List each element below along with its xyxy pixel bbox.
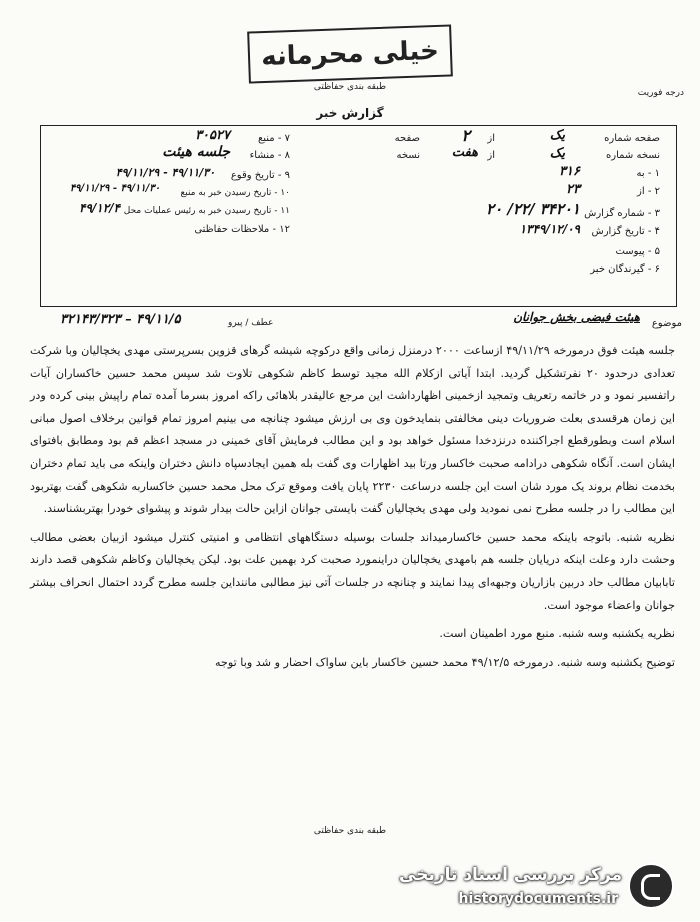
attachment-value: ۳۲۱۴۳/۳۲۳ – ۴۹/۱۱/۵: [60, 312, 181, 327]
copy-number-value: یک: [549, 146, 565, 161]
report-title: گزارش خبر: [316, 106, 384, 120]
page-of-value: ۲: [461, 126, 470, 145]
field-4-value: ۱۳۴۹/۱۲/۰۹: [519, 222, 580, 236]
page-of-label: از: [487, 133, 495, 144]
watermark-logo-icon: [628, 863, 674, 909]
copy-number-label: نسخه شماره: [606, 150, 660, 161]
classification-top: طبقه بندی حفاظتی: [313, 82, 387, 92]
field-12-label: ۱۲ - ملاحظات حفاظتی: [194, 224, 290, 235]
urgency-label: درجه فوریت: [637, 88, 684, 98]
field-4-label: ۴ - تاریخ گزارش: [591, 226, 660, 237]
copy-of-value: هفت: [451, 145, 478, 160]
watermark: [395, 855, 680, 915]
subject-label: موضوع: [651, 318, 682, 329]
watermark-url: historydocuments.ir: [458, 891, 618, 907]
field-7-label: ۷ - منبع: [257, 133, 290, 144]
field-3-value: ۳۴۲۰۱ /۲۲/ ۲۰: [486, 200, 580, 218]
subject-value: هیئت فیضی بخش جوانان: [513, 310, 640, 324]
body-paragraph-1: جلسه هیئت فوق درمورخه ۴۹/۱۱/۲۹ ازساعت ۲۰۰۰ درمنزل زمانی واقع درکوچه شیشه گرهای قزوین بسرپرستی مهدی یخچالیان وبا شرکت تعدادی درحدود ۲۰ نفرتشکیل گردید. ابتدا آیاتی ازکلام الله مجید توسط کاظم شکوهی تلاوت شد سپس محمد حسین خاکساران آیات راتفسیر نمود و در خاتمه رتعریف وتمجید ازخمینی اظهارداشت این مرجع عالیقدر بلاهائی راکه امروز بسرما آمده تمام راپیش بینی کرده ودر این زمان هرقسدی بعلت ضروریات دینی مخالفتی بنمایدخون وی بی ارزش میشود چنانچه می بینیم امروز تمام قوانین برخلاف اصول مبانی اسلام است وبطورقطع اجراکننده درنزدخدا مسئول خواهد بود و این مطالب فرمایش آقای خمینی در مسجد اعظم قم بود ومطابق بافتوای ایشان است. آنگاه شکوهی درادامه صحبت خاکسار ورتا بید اظهارات وی گفت بله همین ایجادسپاه دانش دختران واینکه می باید تمام دختران بخدمت نظام بروند یک مورد شان است این جلسه درساعت ۲۲۳۰ پایان یافت وموقع ترک محل محمد حسین خاکساربه شکوهی گفت بهتربود این مطالب را در جلسه مطرح نمی نمودید ولی مهدی یخچالیان گفت بایستی جوانان ازاین حالت بیدار شوند و پیشوای خودرا بهتربشناسند.: [30, 344, 675, 516]
header-box: [40, 125, 677, 307]
field-7-value: ۳۰۵۲۷: [195, 128, 230, 143]
field-3-label: ۳ - شماره گزارش: [584, 208, 660, 219]
watermark-name: مرکز بررسی اسناد تاریخی: [399, 865, 622, 885]
field-8-value: جلسه هیئت: [162, 144, 230, 160]
body-paragraph-2: نظریه شنبه. باتوجه باینکه محمد حسین خاکسارمیداند جلسات بوسیله دستگاههای انتظامی و امنیتی کنترل میشود ازبیان بعضی مطالب وحشت دارد وعلت اینکه دریایان جلسه هم بامهدی یخچالیان دراینمورد صحبت کرد بهمین علت بود. لیکن یخچالیان وکاظم شکوهی قصد دارند تابابیان مطالب حاد دربین بازاریان وجبهه‌ای پیدا نمایند و چنانچه در جلسات آتی نیز مطالبی ماننداین جلسه مطرح گردد احتمال انحراف بیشتر جوانان واعضاء موجود است.: [30, 530, 675, 612]
field-11-label: ۱۱ - تاریخ رسیدن خبر به رئیس عملیات محل: [123, 206, 290, 216]
field-10-label: ۱۰ - تاریخ رسیدن خبر به منبع: [180, 188, 290, 198]
field-1-label: ۱ - به: [636, 168, 660, 179]
field-9-value: ۴۹/۱۱/۳۰ - ۴۹/۱۱/۲۹: [115, 166, 215, 179]
page-number-value: یک: [549, 128, 565, 143]
attachment-label: عطف / پیرو: [228, 318, 274, 328]
report-body: [30, 340, 675, 680]
page-suffix: صفحه: [394, 133, 420, 144]
classification-bottom: طبقه بندی حفاظتی: [313, 826, 387, 836]
page-number-label: صفحه شماره: [604, 133, 660, 144]
field-2-value: ۲۳: [566, 182, 580, 197]
field-6-label: ۶ - گیرندگان خبر: [590, 264, 660, 275]
field-2-label: ۲ - از: [637, 186, 660, 197]
field-10-value: ۴۹/۱۱/۳۰ - ۴۹/۱۱/۲۹: [69, 183, 160, 194]
copy-of-label: از: [487, 150, 495, 161]
copy-suffix: نسخه: [396, 150, 420, 161]
field-5-label: ۵ - پیوست: [615, 246, 660, 257]
body-paragraph-3: نظریه یکشنبه وسه شنبه. منبع مورد اطمینان است.: [439, 627, 675, 641]
field-8-label: ۸ - منشاء: [249, 150, 290, 161]
field-11-value: ۴۹/۱۲/۴: [79, 201, 120, 215]
body-paragraph-4: توضیح یکشنبه وسه شنبه. درمورخه ۴۹/۱۲/۵ محمد حسین خاکسار باین ساواک احضار و شد وبا توجه: [214, 655, 675, 669]
field-1-value: ۳۱۶: [559, 164, 580, 179]
secret-stamp: خیلی محرمانه: [247, 24, 453, 83]
field-9-label: ۹ - تاریخ وقوع: [230, 170, 290, 181]
